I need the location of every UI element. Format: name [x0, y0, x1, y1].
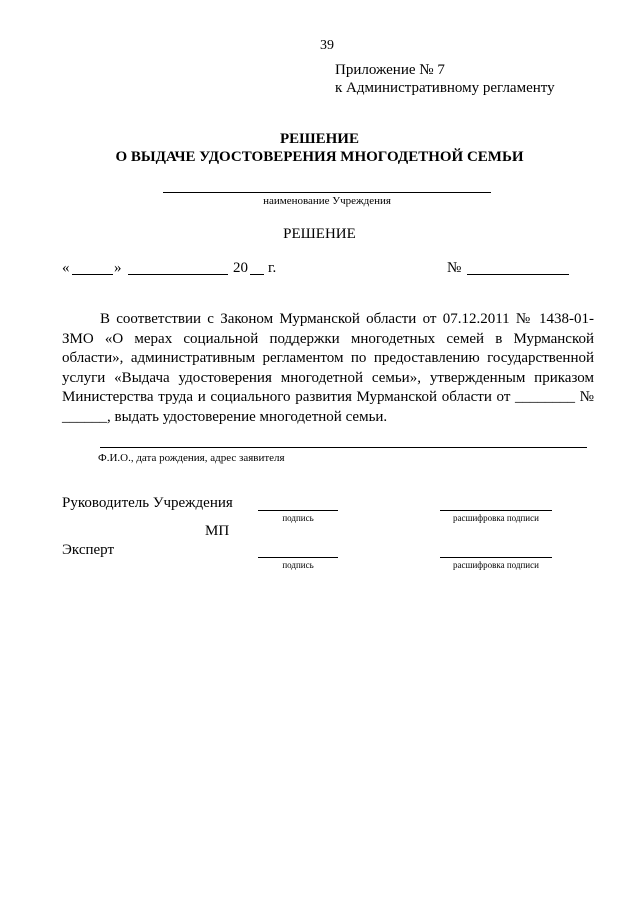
- expert-label: Эксперт: [62, 542, 115, 558]
- date-year-prefix: 20: [233, 260, 248, 276]
- decision-number-blank: [467, 274, 569, 275]
- decision-heading: РЕШЕНИЕ: [283, 226, 356, 242]
- head-decode-line: [440, 510, 552, 511]
- date-close-quote: »: [114, 260, 122, 276]
- appendix-regulation: к Административному регламенту: [335, 80, 555, 96]
- expert-decode-line: [440, 557, 552, 558]
- date-open-quote: «: [62, 260, 70, 276]
- appendix-number: Приложение № 7: [335, 62, 445, 78]
- institution-underline: [163, 192, 491, 193]
- head-signature-caption: подпись: [282, 513, 314, 523]
- applicant-caption: Ф.И.О., дата рождения, адрес заявителя: [98, 452, 285, 464]
- expert-decode-caption: расшифровка подписи: [453, 560, 539, 570]
- head-label: Руководитель Учреждения: [62, 495, 233, 511]
- decision-body-text: В соответствии с Законом Мурманской области от 07.12.2011 № 1438-01-ЗМО «О мерах социальной поддержки многодетных семей в Мурманской области», административным регламентом по предоставлению государственной услуги «Выдача удостоверения многодетной семьи», утвержденным приказом Министерства труда и социального развития Мурманской области от ________ № ______, выдать удостоверение многодетной семьи.: [62, 311, 594, 425]
- date-month-blank: [128, 274, 228, 275]
- expert-signature-caption: подпись: [282, 560, 314, 570]
- date-year-blank: [250, 274, 264, 275]
- date-day-blank: [72, 274, 113, 275]
- date-year-suffix: г.: [268, 260, 277, 276]
- head-signature-line: [258, 510, 338, 511]
- page-number: 39: [320, 38, 334, 53]
- stamp-label: МП: [205, 523, 230, 539]
- document-title: РЕШЕНИЕ: [280, 131, 359, 147]
- head-decode-caption: расшифровка подписи: [453, 513, 539, 523]
- institution-caption: наименование Учреждения: [263, 195, 391, 207]
- decision-body: [62, 310, 594, 427]
- document-subtitle: О ВЫДАЧЕ УДОСТОВЕРЕНИЯ МНОГОДЕТНОЙ СЕМЬИ: [115, 149, 524, 165]
- decision-number-label: №: [447, 260, 462, 276]
- applicant-underline: [100, 447, 587, 448]
- expert-signature-line: [258, 557, 338, 558]
